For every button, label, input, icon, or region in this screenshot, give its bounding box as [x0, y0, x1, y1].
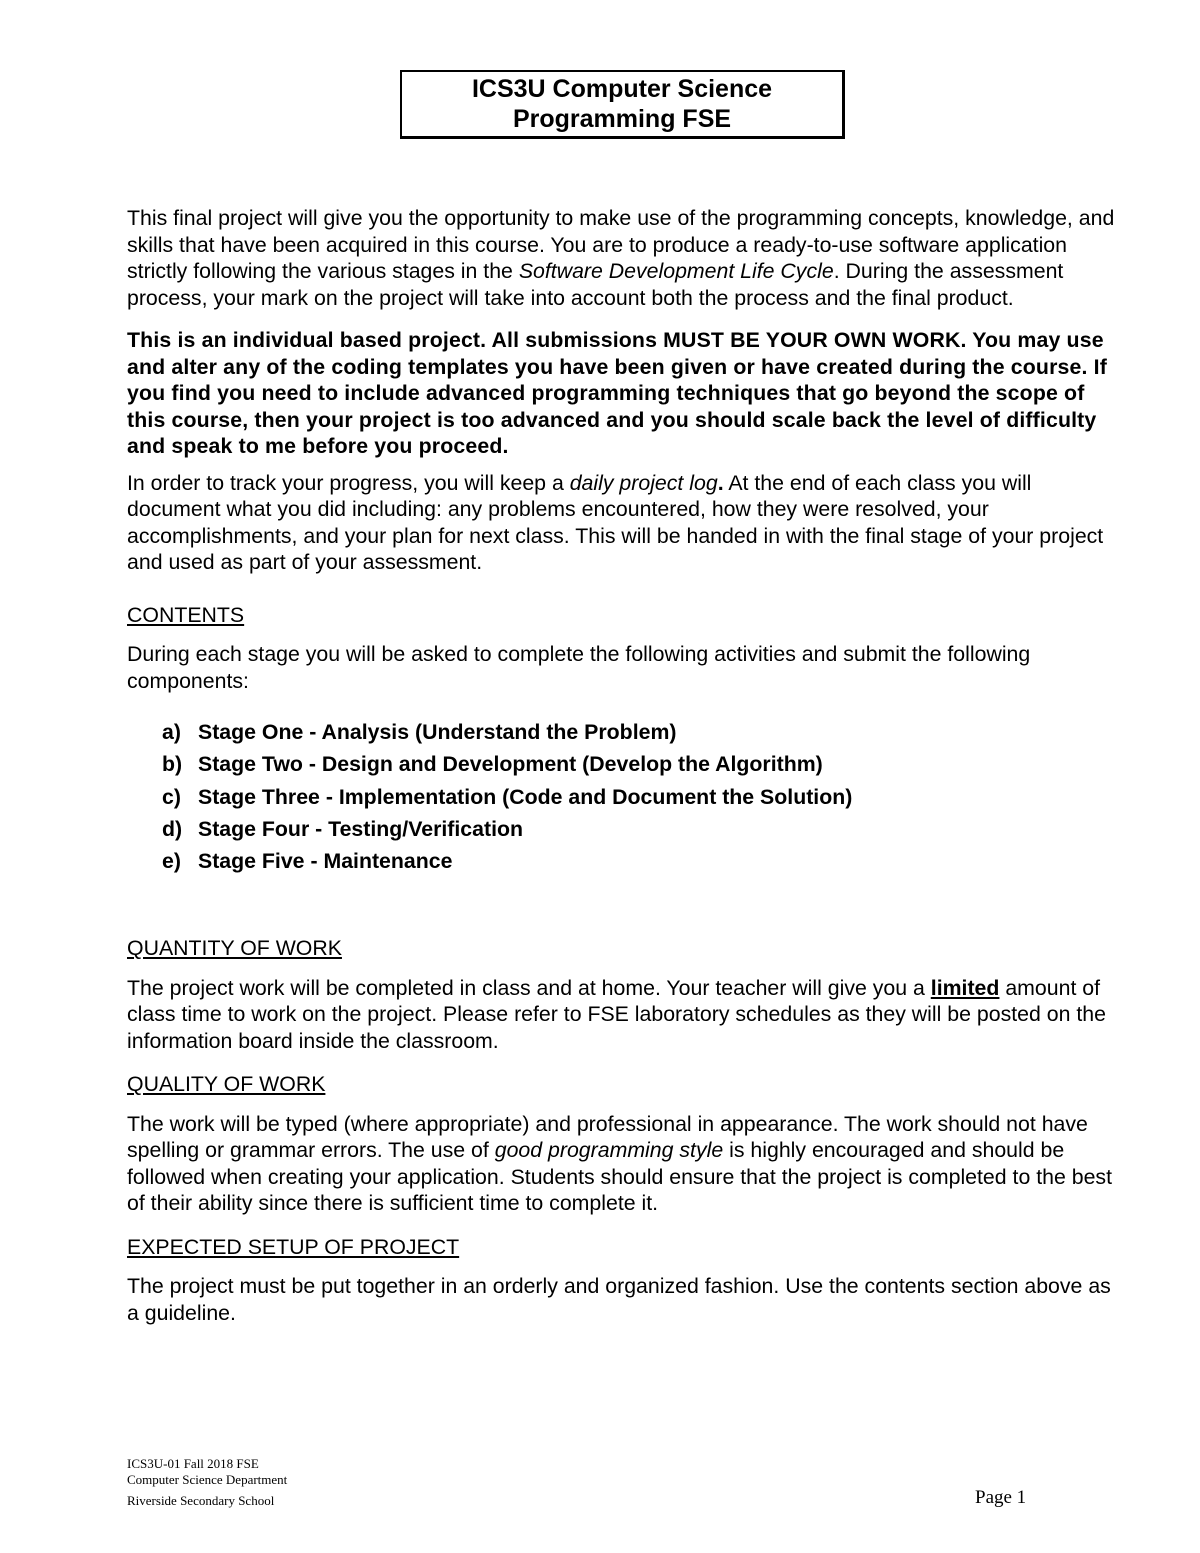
quality-paragraph: [127, 1111, 1117, 1217]
quantity-text-2: amount of class time to work on the project. Please refer to FSE laboratory schedules as they will be posted on the information board inside the classroom.: [127, 975, 1106, 1053]
stage-item: [162, 845, 1117, 877]
log-period: .: [717, 470, 724, 495]
log-italic: daily project log: [569, 470, 718, 495]
stage-label: b): [162, 752, 183, 777]
title-box: [400, 70, 845, 139]
intro-text-2: . During the assessment process, your mark on the project will take into account both the process and the final product.: [127, 259, 1064, 310]
quantity-heading: QUANTITY OF WORK: [127, 936, 342, 961]
stage-label: c): [162, 784, 181, 809]
quality-text-2: is highly encouraged and should be followed when creating your application. Students should ensure that the project is completed to the best of their ability since there is sufficient time to complete it.: [127, 1138, 1112, 1216]
footer-line-1: ICS3U-01 Fall 2018 FSE: [127, 1456, 259, 1471]
quality-text-1: The work will be typed (where appropriate) and professional in appearance. The work should not have spelling or grammar errors. The use of: [127, 1111, 1088, 1163]
footer-line-2: Computer Science Department: [127, 1472, 288, 1487]
stage-item: [162, 748, 1117, 780]
contents-heading: CONTENTS: [127, 602, 245, 627]
intro-text-1: This final project will give you the opportunity to make use of the programming concepts, knowledge, and skills that have been acquired in this course. You are to produce a ready-to-use software application strictly following the various stages in the: [127, 206, 1115, 283]
stage-text: Stage Two - Design and Development (Develop the Algorithm): [198, 752, 823, 777]
intro-paragraph: [127, 205, 1117, 311]
quantity-paragraph: [127, 975, 1117, 1055]
title-line-1: ICS3U Computer Science: [471, 75, 773, 103]
stage-label: d): [162, 816, 183, 841]
stage-item: [162, 716, 1117, 748]
intro-sdlc: Software Development Life Cycle: [518, 259, 834, 283]
log-paragraph: [127, 470, 1117, 576]
contents-intro: During each stage you will be asked to complete the following activities and submit the following components:: [127, 642, 1031, 693]
document-body: [127, 205, 1117, 1326]
stage-text: Stage Five - Maintenance: [198, 849, 453, 874]
stage-label: e): [162, 849, 181, 874]
title-line-2: Programming FSE: [512, 105, 732, 133]
stage-text: Stage Three - Implementation (Code and Document the Solution): [198, 784, 853, 809]
quantity-text-1: The project work will be completed in class and at home. Your teacher will give you a: [127, 975, 931, 1000]
stage-item: [162, 781, 1117, 813]
footer-line-3: Riverside Secondary School: [127, 1493, 275, 1508]
stage-text: Stage One - Analysis (Understand the Problem): [198, 720, 677, 744]
stage-label: a): [162, 720, 181, 744]
page-number: Page 1: [975, 1487, 1027, 1508]
setup-paragraph: The project must be put together in an orderly and organized fashion. Use the contents section above as a guideline.: [127, 1274, 1111, 1325]
footer: [127, 1456, 287, 1509]
stages-list: [162, 716, 1117, 877]
log-text-1: In order to track your progress, you will keep a: [127, 470, 570, 495]
individual-notice: This is an individual based project. All submissions MUST BE YOUR OWN WORK. You may use and alter any of the coding templates you have been given or have created during the course. If you find you need to include advanced programming techniques that go beyond the scope of this course, then your project is too advanced and you should scale back the level of difficulty and speak to me before you proceed.: [127, 328, 1107, 458]
quantity-limited: limited: [930, 975, 1000, 1000]
log-text-3: At the end of each class you will document what you did including: any problems encountered, how they were resolved, your accomplishments, and your plan for next class. This will be handed in with the final stage of your project and used as part of your assessment.: [127, 470, 1104, 574]
stage-text: Stage Four - Testing/Verification: [198, 816, 524, 841]
quality-heading: QUALITY OF WORK: [127, 1072, 326, 1097]
quality-style: good programming style: [494, 1138, 724, 1163]
setup-heading: EXPECTED SETUP OF PROJECT: [127, 1234, 460, 1259]
stage-item: [162, 813, 1117, 845]
